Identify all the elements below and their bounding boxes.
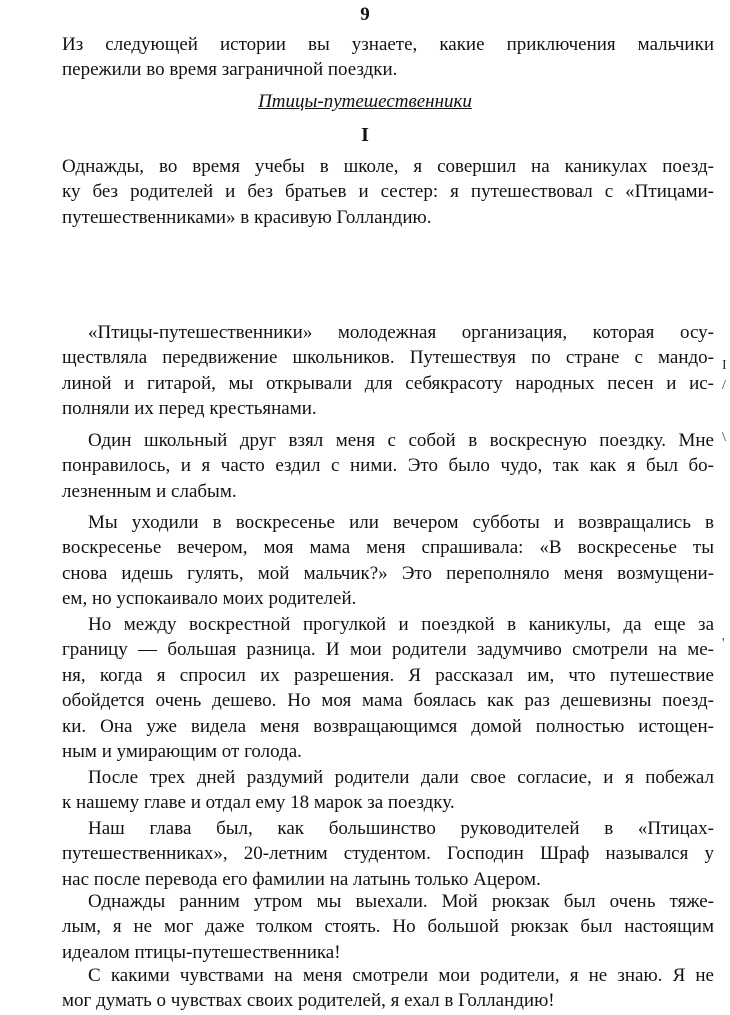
text-line: нас после перевода его фамилии на латынь только Ацером.: [62, 868, 541, 890]
margin-scan-mark: /: [722, 378, 726, 393]
text-line: ня, когда я спросил их разрешения. Я рассказал им, что путешествие: [62, 664, 714, 686]
paragraph: [62, 765, 714, 816]
paragraph: [62, 816, 714, 892]
text-line: к нашему главе и отдал ему 18 марок за поездку.: [62, 792, 455, 814]
text-line: Мы уходили в воскресенье или вечером субботы и возвращались в: [88, 512, 714, 533]
text-line: С какими чувствами на меня смотрели мои родители, я не знаю. Я не: [88, 965, 714, 986]
text-line: пережили во время заграничной поездки.: [62, 59, 398, 81]
chapter-number: I: [361, 124, 369, 146]
text-line: линой и гитарой, мы открывали для себякрасоту народных песен и ис-: [62, 372, 714, 394]
paragraph: [62, 612, 714, 764]
text-line: лым, я не мог даже толком стоять. Но большой рюкзак был настоящим: [62, 916, 714, 938]
margin-scan-mark: \: [722, 430, 726, 445]
text-line: Наш глава был, как большинство руководителей в «Птицах-: [88, 818, 714, 839]
text-line: понравилось, и я часто ездил с ними. Это было чудо, так как я был бо-: [62, 455, 714, 477]
paragraph: [62, 320, 714, 422]
text-line: «Птицы-путешественники» молодежная организация, которая осу-: [88, 322, 714, 343]
paragraph: [62, 963, 714, 1014]
text-line: ем, но успокаивало моих родителей.: [62, 588, 357, 610]
text-line: лезненным и слабым.: [62, 480, 237, 502]
text-line: путешественниками» в красивую Голландию.: [62, 206, 432, 228]
text-line: ным и умирающим от голода.: [62, 741, 302, 763]
text-line: полняли их перед крестьянами.: [62, 398, 317, 420]
text-line: После трех дней раздумий родители дали свое согласие, и я побежал: [88, 767, 714, 788]
text-line: Один школьный друг взял меня с собой в воскресную поездку. Мне: [88, 430, 714, 451]
margin-scan-mark: I: [722, 358, 727, 373]
text-line: идеалом птицы-путешественника!: [62, 941, 341, 963]
paragraph: [62, 889, 714, 965]
page-number: 9: [360, 4, 370, 25]
text-line: путешественниках», 20-летним студентом. Господин Шраф назывался у: [62, 843, 714, 865]
text-line: мог думать о чувствах своих родителей, я ехал в Голландию!: [62, 990, 555, 1012]
text-line: Из следующей истории вы узнаете, какие приключения мальчики: [62, 34, 714, 55]
paragraph: [62, 510, 714, 612]
text-line: ществляла передвижение школьников. Путешествуя по стране с мандо-: [62, 347, 714, 369]
text-line: Но между воскрестной прогулкой и поездкой в каникулы, да еще за: [88, 614, 714, 635]
story-title: Птицы-путешественники: [258, 91, 472, 112]
intro-paragraph: [62, 32, 714, 83]
text-line: границу — большая разница. И мои родители задумчиво смотрели на ме-: [62, 639, 714, 661]
text-line: воскресенье вечером, моя мама меня спрашивала: «В воскресенье ты: [62, 537, 714, 559]
text-line: ки. Она уже видела меня возвращающимся домой полностью истощен-: [62, 715, 714, 737]
paragraph: [62, 154, 714, 230]
text-line: обойдется очень дешево. Но моя мама боялась как раз дешевизны поезд-: [62, 690, 714, 712]
margin-scan-mark: ': [722, 636, 725, 651]
text-line: Однажды, во время учебы в школе, я совершил на каникулах поезд-: [62, 156, 714, 177]
text-line: снова идешь гулять, мой мальчик?» Это переполняло меня возмущени-: [62, 562, 714, 584]
paragraph: [62, 428, 714, 504]
text-line: Однажды ранним утром мы выехали. Мой рюкзак был очень тяже-: [88, 891, 714, 912]
text-line: ку без родителей и без братьев и сестер: я путешествовал с «Птицами-: [62, 181, 714, 203]
